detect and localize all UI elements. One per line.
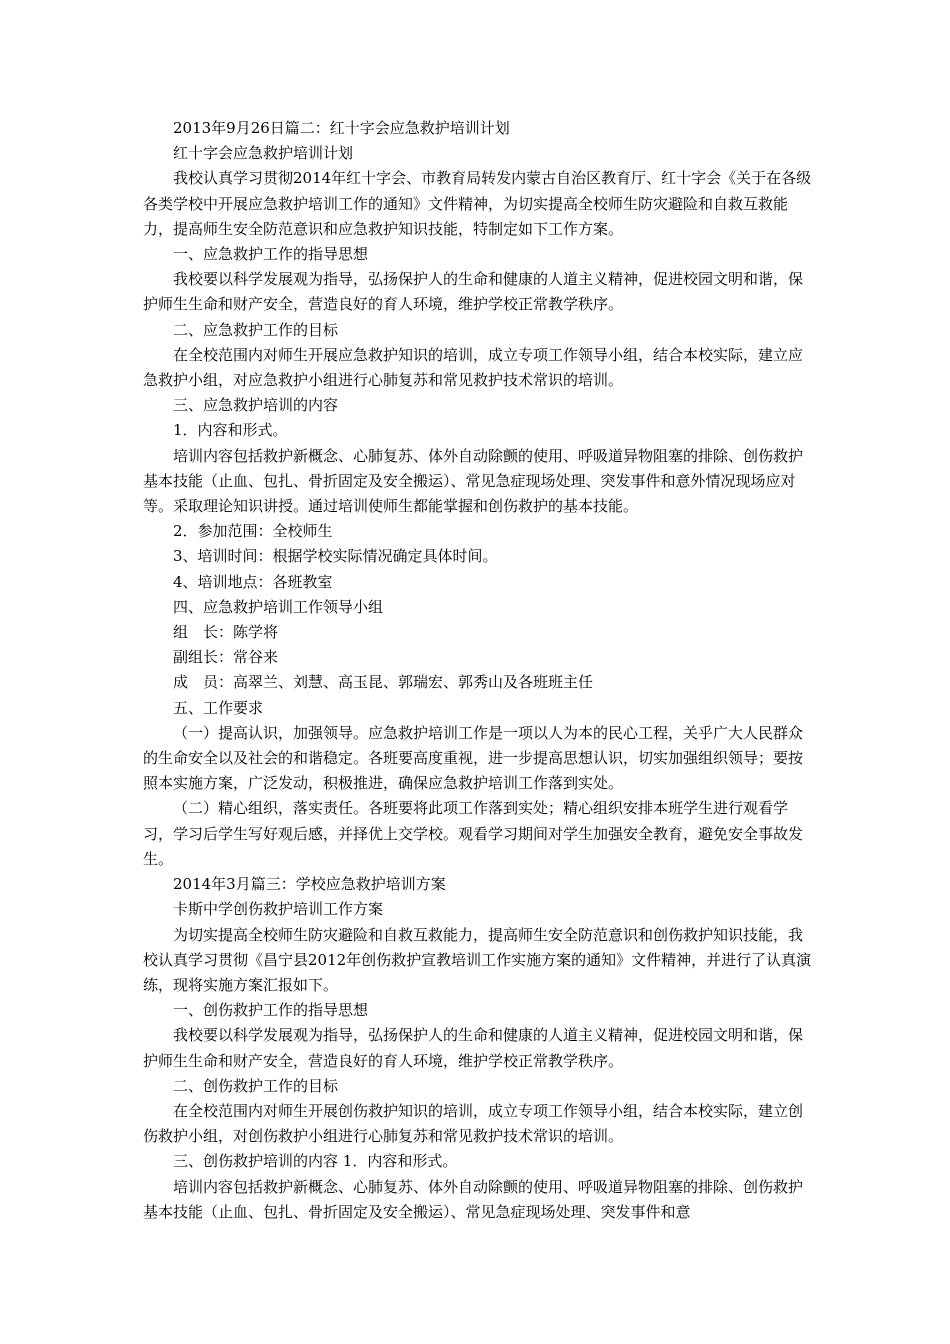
paragraph: 2014年3月篇三：学校应急救护培训方案 — [173, 875, 446, 894]
paragraph: 2．参加范围：全校师生 — [173, 522, 333, 541]
section-heading: 三、应急救护培训的内容 — [173, 396, 339, 415]
document-body — [143, 116, 813, 1225]
section-heading: 三、创伤救护培训的内容 1．内容和形式。 — [173, 1152, 458, 1171]
paragraph: （二）精心组织，落实责任。各班要将此项工作落到实处；精心组织安排本班学生进行观看学习，学习后学生写好观后感，并择优上交学校。观看学习期间对学生加强安全教育，避免安全事故发生。 — [143, 799, 804, 868]
paragraph: 成 员：高翠兰、刘慧、高玉昆、郭瑞宏、郭秀山及各班班主任 — [173, 673, 594, 692]
section-heading: 二、应急救护工作的目标 — [173, 320, 339, 339]
section-heading: 五、工作要求 — [173, 698, 264, 717]
paragraph: （一）提高认识，加强领导。应急救护培训工作是一项以人为本的民心工程，关乎广大人民群众的生命安全以及社会的和谐稳定。各班要高度重视，进一步提高思想认识，切实加强组织领导；要按照本实施方案，广泛发动，积极推进，确保应急救护培训工作落到实处。 — [143, 723, 804, 793]
paragraph: 培训内容包括救护新概念、心肺复苏、体外自动除颤的使用、呼吸道异物阻塞的排除、创伤救护基本技能（止血、包扎、骨折固定及安全搬运）、常见急症现场处理、突发事件和意 — [143, 1177, 804, 1221]
section-heading: 二、创伤救护工作的目标 — [173, 1076, 339, 1095]
paragraph: 我校认真学习贯彻2014年红十字会、市教育局转发内蒙古自治区教育厅、红十字会《关于在各级各类学校中开展应急救护培训工作的通知》文件精神，为切实提高全校师生防灾避险和自救互救能力，提高师生安全防范意识和应急救护知识技能，特制定如下工作方案。 — [143, 169, 812, 238]
section-heading: 四、应急救护培训工作领导小组 — [173, 597, 384, 616]
paragraph: 副组长：常谷来 — [173, 648, 279, 667]
paragraph: 培训内容包括救护新概念、心肺复苏、体外自动除颤的使用、呼吸道异物阻塞的排除、创伤救护基本技能（止血、包扎、骨折固定及安全搬运）、常见急症现场处理、突发事件和意外情况现场应对等。采取理论知识讲授。通过培训使师生都能掌握和创伤救护的基本技能。 — [143, 446, 804, 516]
paragraph: 1．内容和形式。 — [173, 421, 288, 440]
paragraph: 2013年9月26日篇二：红十字会应急救护培训计划 — [173, 119, 510, 137]
paragraph: 3、培训时间：根据学校实际情况确定具体时间。 — [173, 547, 498, 566]
paragraph: 在全校范围内对师生开展创伤救护知识的培训，成立专项工作领导小组，结合本校实际，建立创伤救护小组，对创伤救护小组进行心肺复苏和常见救护技术常识的培训。 — [143, 1101, 804, 1146]
paragraph: 为切实提高全校师生防灾避险和自救互救能力，提高师生安全防范意识和创伤救护知识技能，我校认真学习贯彻《昌宁县2012年创伤救护宣教培训工作实施方案的通知》文件精神，并进行了认真演练，现将实施方案汇报如下。 — [143, 925, 812, 994]
section-heading: 一、应急救护工作的指导思想 — [173, 245, 369, 264]
paragraph: 在全校范围内对师生开展应急救护知识的培训，成立专项工作领导小组，结合本校实际，建立应急救护小组，对应急救护小组进行心肺复苏和常见救护技术常识的培训。 — [143, 345, 804, 390]
paragraph: 红十字会应急救护培训计划 — [173, 144, 354, 163]
paragraph: 组 长：陈学将 — [173, 623, 279, 642]
paragraph: 4、培训地点：各班教室 — [173, 572, 333, 591]
section-heading: 一、创伤救护工作的指导思想 — [173, 1001, 369, 1020]
paragraph: 我校要以科学发展观为指导，弘扬保护人的生命和健康的人道主义精神，促进校园文明和谐，保护师生生命和财产安全，营造良好的育人环境，维护学校正常教学秩序。 — [143, 270, 804, 314]
paragraph: 卡斯中学创伤救护培训工作方案 — [173, 900, 384, 919]
paragraph: 我校要以科学发展观为指导，弘扬保护人的生命和健康的人道主义精神，促进校园文明和谐，保护师生生命和财产安全，营造良好的育人环境，维护学校正常教学秩序。 — [143, 1026, 804, 1070]
